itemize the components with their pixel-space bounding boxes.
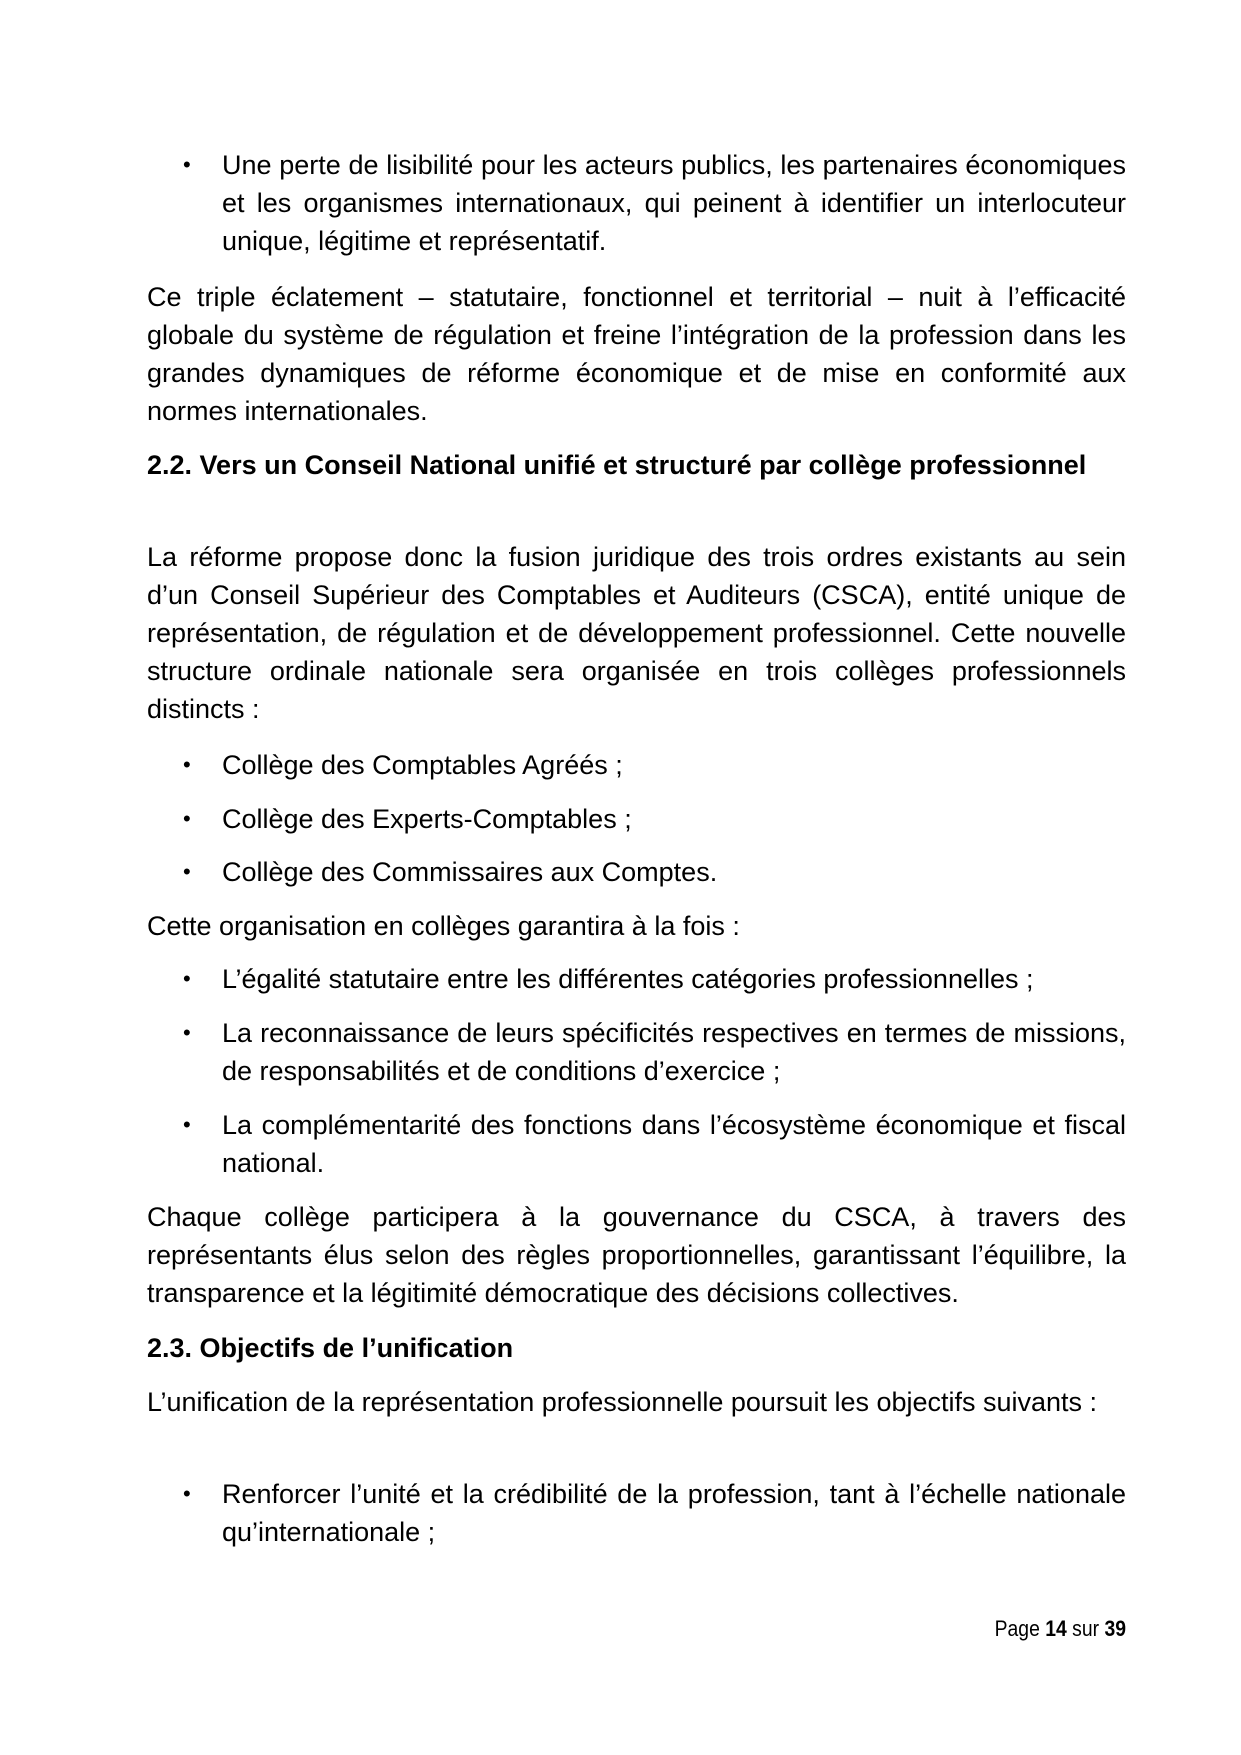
- bullet-icon: •: [183, 859, 191, 884]
- page-footer: [264, 1614, 1126, 1644]
- page-total: 39: [1104, 1616, 1126, 1641]
- list-item-text: L’égalité statutaire entre les différentes catégories professionnelles ;: [222, 964, 1034, 994]
- paragraph: Chaque collège participera à la gouvernance du CSCA, à travers des représentants élus selon des règles proportionnelles, garantissant l’équilibre, la transparence et la légitimité démocratique des décisions collectives.: [147, 1202, 1126, 1308]
- list-item-text: Collège des Experts-Comptables ;: [222, 804, 632, 834]
- bullet-icon: •: [183, 966, 191, 991]
- bullet-icon: •: [183, 152, 191, 177]
- paragraph: L’unification de la représentation professionnelle poursuit les objectifs suivants :: [147, 1387, 1098, 1417]
- paragraph: Ce triple éclatement – statutaire, fonctionnel et territorial – nuit à l’efficacité globale du système de régulation et freine l’intégration de la profession dans les grandes dynamiques de réforme économique et de mise en conformité aux normes internationales.: [147, 282, 1126, 426]
- section-heading: 2.2. Vers un Conseil National unifié et structuré par collège professionnel: [147, 450, 1087, 480]
- list-item-text: Collège des Commissaires aux Comptes.: [222, 857, 718, 887]
- bullet-icon: •: [183, 1112, 191, 1137]
- list-item-text: Renforcer l’unité et la crédibilité de la profession, tant à l’échelle nationale qu’internationale ;: [222, 1479, 1126, 1547]
- list-item-text: La reconnaissance de leurs spécificités respectives en termes de missions, de responsabilités et de conditions d’exercice ;: [222, 1018, 1126, 1086]
- bullet-icon: •: [183, 752, 191, 777]
- paragraph: Cette organisation en collèges garantira à la fois :: [147, 911, 740, 941]
- bullet-icon: •: [183, 1020, 191, 1045]
- bullet-icon: •: [183, 1481, 191, 1506]
- page-separator: sur: [1072, 1616, 1100, 1641]
- list-item-text: Une perte de lisibilité pour les acteurs publics, les partenaires économiques et les organismes internationaux, qui peinent à identifier un interlocuteur unique, légitime et représentatif.: [222, 150, 1126, 256]
- page-current: 14: [1045, 1616, 1067, 1641]
- list-item-text: Collège des Comptables Agréés ;: [222, 750, 623, 780]
- list-item-text: La complémentarité des fonctions dans l’écosystème économique et fiscal national.: [222, 1110, 1126, 1178]
- paragraph: La réforme propose donc la fusion juridique des trois ordres existants au sein d’un Conseil Supérieur des Comptables et Auditeurs (CSCA), entité unique de représentation, de régulation et de développement professionnel. Cette nouvelle structure ordinale nationale sera organisée en trois collèges professionnels distincts :: [147, 542, 1126, 724]
- bullet-icon: •: [183, 806, 191, 831]
- section-heading: 2.3. Objectifs de l’unification: [147, 1333, 514, 1363]
- page-label: Page: [994, 1616, 1040, 1641]
